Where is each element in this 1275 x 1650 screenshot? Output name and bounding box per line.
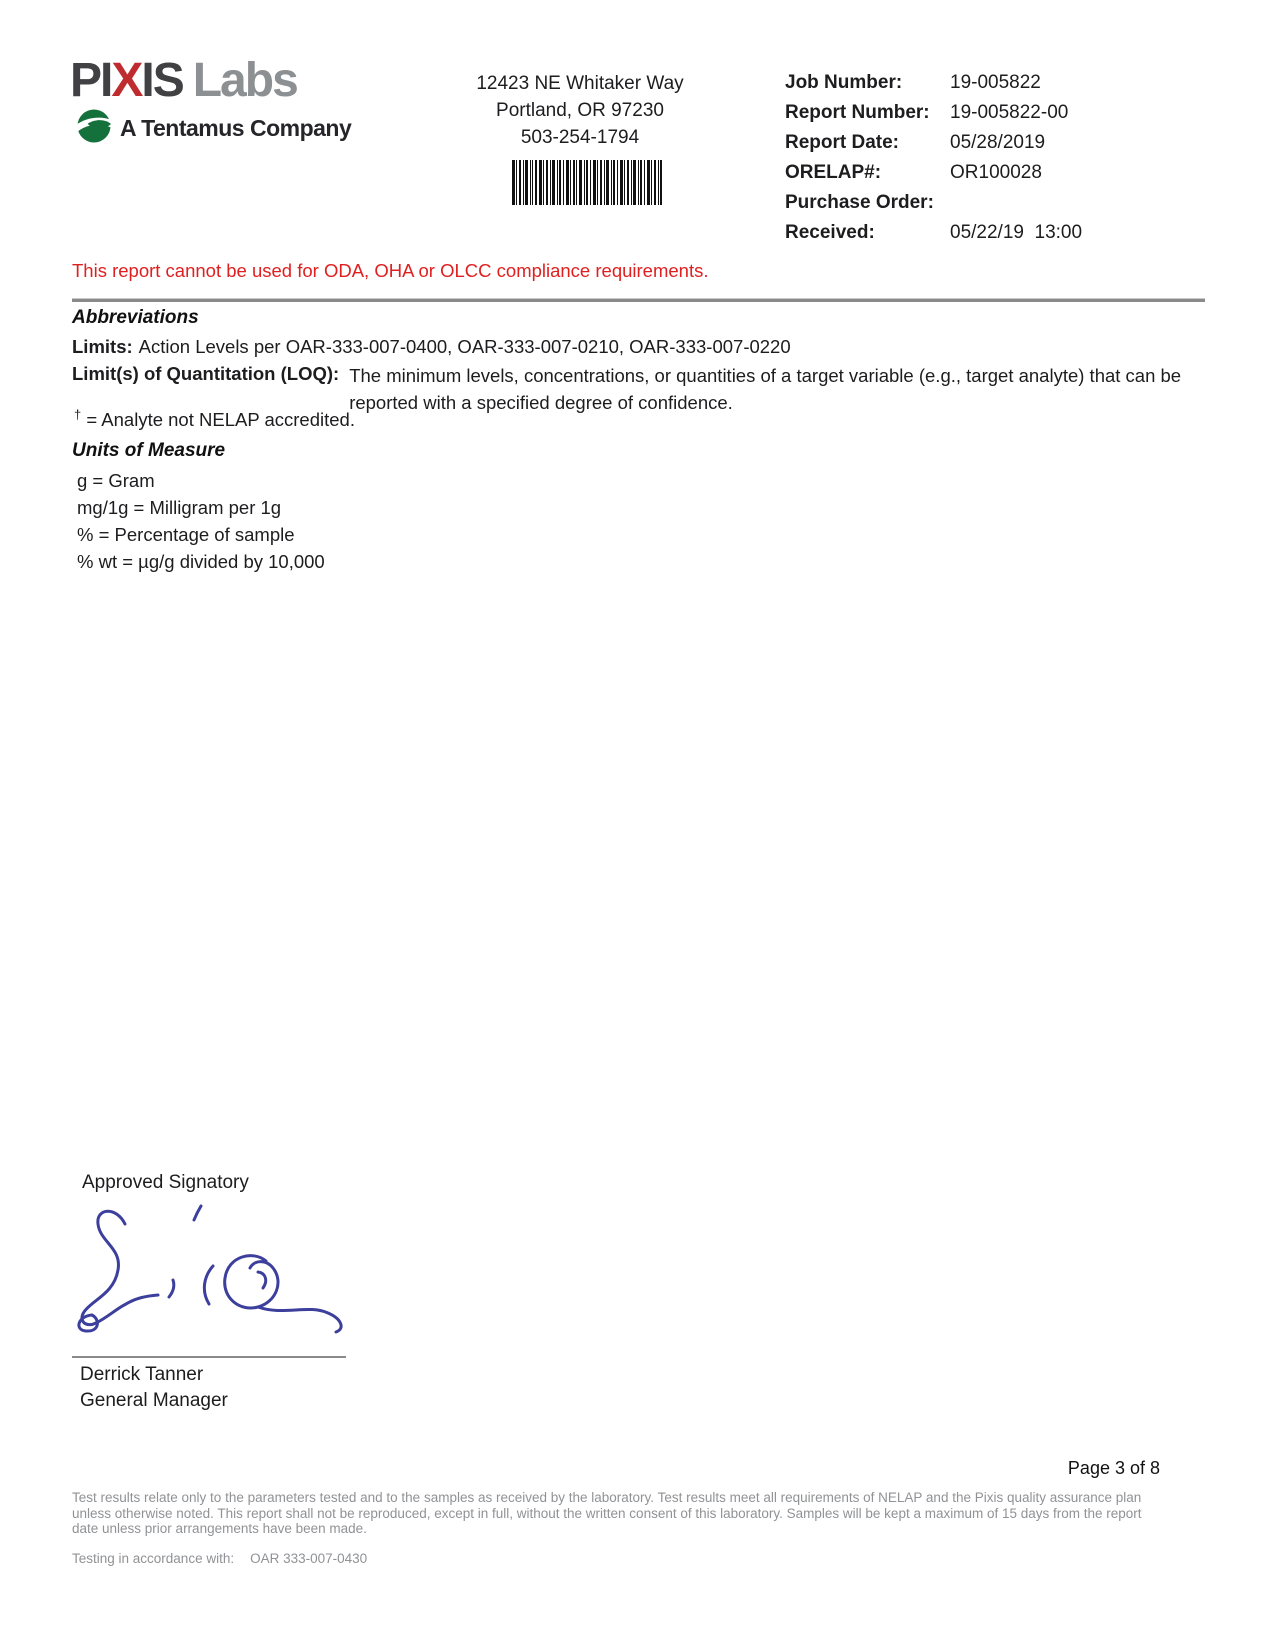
address-line-2: Portland, OR 97230 xyxy=(496,100,664,121)
logo-tagline: A Tentamus Company xyxy=(120,115,352,141)
job-info-block xyxy=(785,72,1082,252)
address-line-1: 12423 NE Whitaker Way xyxy=(476,73,684,94)
testing-accordance-row xyxy=(72,1551,367,1566)
logo-text-is: IS xyxy=(141,54,183,107)
signature-line xyxy=(72,1356,346,1358)
approved-signatory-heading: Approved Signatory xyxy=(82,1172,249,1193)
testing-accordance-label: Testing in accordance with: xyxy=(72,1551,235,1566)
pixis-labs-logo xyxy=(70,56,351,149)
logo-text-x: X xyxy=(111,54,142,107)
loq-description-line-1: The minimum levels, concentrations, or quantities of a target variable (e.g., target analyte) that can be xyxy=(349,365,1182,386)
received-value: 05/22/19 13:00 xyxy=(950,222,1083,243)
loq-label: Limit(s) of Quantitation (LOQ): xyxy=(72,363,340,384)
units-title: Units of Measure xyxy=(72,440,226,461)
unit-item-percent-wt: % wt = µg/g divided by 10,000 xyxy=(77,551,325,572)
report-number-row xyxy=(785,102,1082,124)
limits-line xyxy=(72,336,791,358)
purchase-order-label: Purchase Order: xyxy=(785,192,934,213)
job-number-value: 19-005822 xyxy=(950,72,1041,93)
leaf-icon xyxy=(76,108,112,149)
orelap-value: OR100028 xyxy=(950,162,1042,183)
page-number: Page 3 of 8 xyxy=(1067,1458,1160,1478)
unit-item-gram: g = Gram xyxy=(77,470,155,491)
logo-wordmark xyxy=(70,56,351,106)
unit-item-percent: % = Percentage of sample xyxy=(77,524,295,545)
orelap-label: ORELAP#: xyxy=(785,162,882,183)
signatory-title: General Manager xyxy=(80,1390,228,1411)
report-date-label: Report Date: xyxy=(785,132,900,153)
section-divider xyxy=(72,298,1205,302)
report-number-label: Report Number: xyxy=(785,102,930,123)
loq-description xyxy=(349,363,1181,416)
units-list xyxy=(77,467,325,575)
report-date-row xyxy=(785,132,1082,154)
received-row xyxy=(785,222,1082,244)
report-date-value: 05/28/2019 xyxy=(950,132,1046,153)
dagger-symbol: † xyxy=(74,407,82,422)
signatory-name: Derrick Tanner xyxy=(80,1364,204,1385)
job-number-label: Job Number: xyxy=(785,72,903,93)
signature-image xyxy=(70,1198,360,1353)
limits-label: Limits: xyxy=(72,336,133,357)
footer-disclaimer: Test results relate only to the parameters tested and to the samples as received by the laboratory. Test results meet all requirements of NELAP and the Pixis quality assurance plan unless otherwise noted. This report shall not be reproduced, except in full, without the written consent of this laboratory. Samples will be kept a maximum of 15 days from the report date unless prior arrangements have been made. xyxy=(72,1490,1142,1536)
job-number-row xyxy=(785,72,1082,94)
orelap-row xyxy=(785,162,1082,184)
dagger-text: = Analyte not NELAP accredited. xyxy=(86,409,355,431)
dagger-note xyxy=(74,407,355,431)
compliance-notice: This report cannot be used for ODA, OHA or OLCC compliance requirements. xyxy=(72,260,709,281)
received-label: Received: xyxy=(785,222,875,243)
loq-description-line-2: reported with a specified degree of confidence. xyxy=(349,391,733,413)
testing-accordance-value: OAR 333-007-0430 xyxy=(250,1551,368,1566)
unit-item-mg: mg/1g = Milligram per 1g xyxy=(77,497,282,518)
lab-address xyxy=(452,70,708,151)
barcode xyxy=(512,160,662,205)
logo-text-labs: Labs xyxy=(192,54,297,107)
limits-text: Action Levels per OAR-333-007-0400, OAR-333-007-0210, OAR-333-007-0220 xyxy=(138,336,791,357)
abbreviations-title: Abbreviations xyxy=(72,307,199,328)
purchase-order-row xyxy=(785,192,1082,214)
report-number-value: 19-005822-00 xyxy=(950,102,1069,123)
address-line-3: 503-254-1794 xyxy=(520,127,640,148)
logo-text-pi: PI xyxy=(70,54,112,107)
